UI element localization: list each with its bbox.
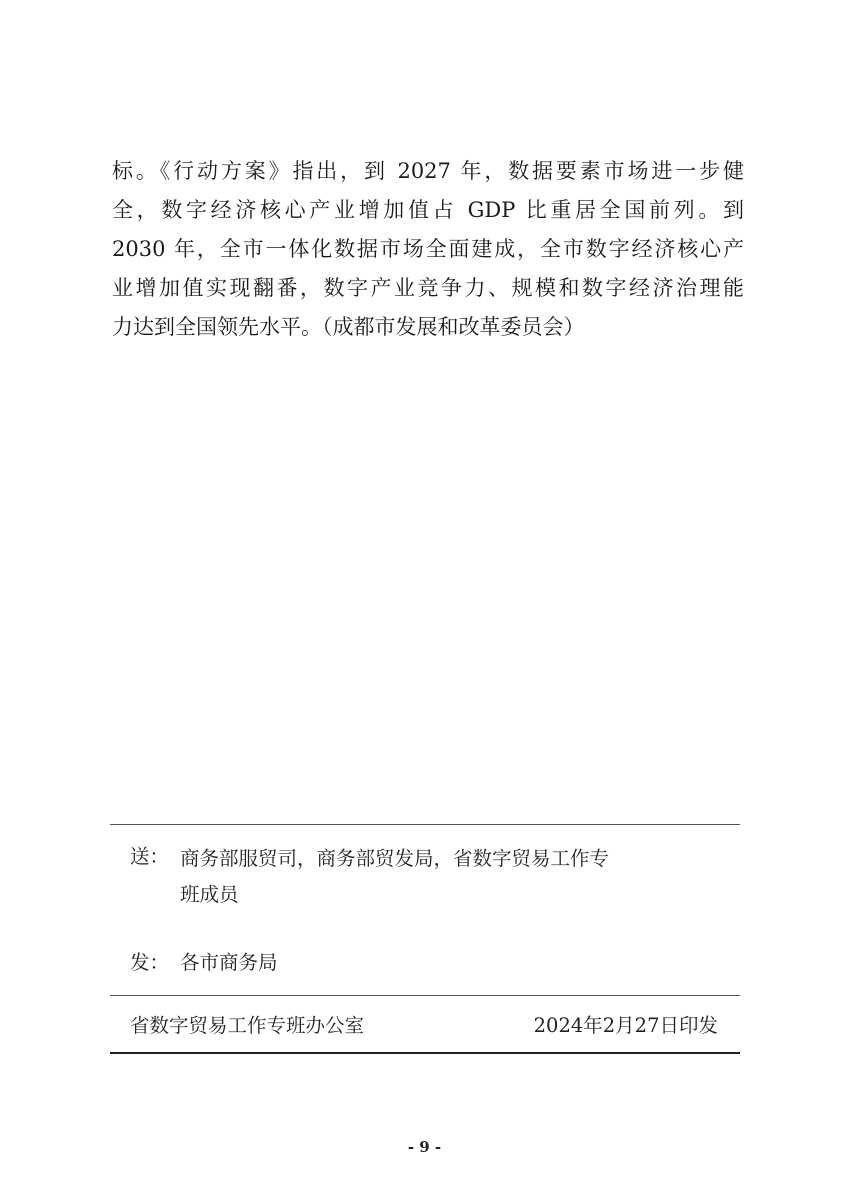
body-line-2: 全，数字经济核心产业增加值占 GDP 比重居全国前列。到 [112, 198, 744, 222]
body-text [112, 152, 744, 347]
body-line-4: 业增加值实现翻番，数字产业竞争力、规模和数字经济治理能 [112, 276, 744, 300]
colophon-bottom-rule [110, 1052, 740, 1054]
body-line-3: 2030 年，全市一体化数据市场全面建成，全市数字经济核心产 [112, 237, 744, 261]
send-recipients-line-2: 班成员 [180, 883, 239, 906]
body-line-1: 标。《行动方案》指出，到 2027 年，数据要素市场进一步健 [112, 159, 744, 183]
issue-to-row [110, 933, 740, 995]
send-to-row [110, 825, 740, 933]
issue-date: 2024年2月27日印发 [533, 1014, 718, 1037]
send-label: 送： [130, 845, 170, 868]
body-line-5: 力达到全国领先水平。（成都市发展和改革委员会） [112, 315, 585, 339]
page-number: - 9 - [407, 1138, 442, 1156]
colophon [110, 824, 740, 1054]
send-recipients [180, 841, 730, 913]
issuer-row [110, 996, 740, 1052]
send-recipients-line-1: 商务部服贸司，商务部贸发局，省数字贸易工作专 [180, 847, 610, 870]
issuing-office: 省数字贸易工作专班办公室 [130, 1014, 365, 1037]
issue-label: 发： [130, 951, 170, 974]
issue-recipients: 各市商务局 [180, 951, 278, 974]
